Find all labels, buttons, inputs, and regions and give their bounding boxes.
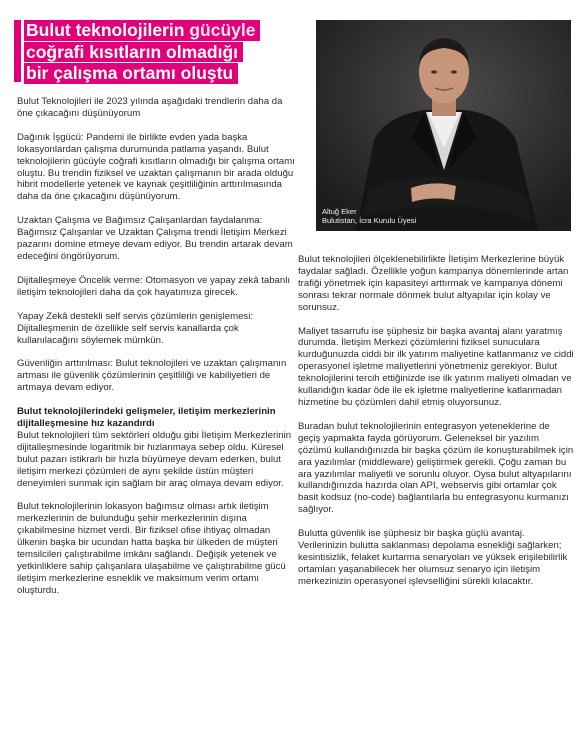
paragraph-cost-savings: Maliyet tasarrufu ise şüphesiz bir başka avantaj alanı yaratmış durumda. İletişim Merkezi çözümlerini fiziksel sunuculara kurduğunuzda ciddi bir ilk yatırım maliyetine katlanmanız ve ciddi operasyonel işletme maliyetlerini yönetmeniz gerekiyor. Bulut teknolojilerini tercih ettiğinizde ise ilk yatırım maliyeti olmadan ve kullandığın kadar öde ile ek işletme maliyetlerine katlanmadan hizmetine bu çözümleri dahil etmiş oluyorsunuz. [298,325,574,408]
headline [24,20,309,85]
headline-continuation: gücüyle [184,20,256,40]
paragraph-location-independence: Bulut teknolojilerinin lokasyon bağımsız olması artık iletişim merkezlerinin de bulunduğu şehir merkezlerinin dışına çıkabilmesine hizmet verdi. Bir fiziksel ofise ihtiyaç olmadan ülkenin başka bir ucundan hatta başka bir ülkeden de müşteri temsilcileri çalıştırabilme imkânı sağlandı. Değişik yetenek ve yetkinliklere sahip çalışanlara ulaşabilme ve çalıştırabilme gücü iletişim merkezlerine esneklik ve maksimum verim ortamı oluşturdu. [17,501,286,596]
paragraph-cloud-security: Bulutta güvenlik ise şüphesiz bir başka güçlü avantaj. Verilerinizin bulutta saklanması depolama esnekliği sağlarken; kesintisizlik, felaket kurtarma senaryoları ve yüksek erişilebilirlik ortamları yaşanabilecek her olumsuz senaryo için iletişim merkezinizin operasyonel işlevselliğini sürekli kılacaktır. [298,528,568,587]
headline-line-1 [24,20,260,41]
paragraph-security: Güvenliğin arttırılması: Bulut teknolojileri ve uzaktan çalışmanın artması ile güvenlik çözümlerinin çeşitliliği ve kabiliyetleri de artmaya devam ediyor. [17,358,287,394]
headline-line-2: coğrafi kısıtların olmadığı [24,42,243,63]
paragraph-cloud-acceleration: Bulut teknolojileri tüm sektörleri olduğu gibi İletişim Merkezlerinin dijitalleşmesinde logaritmik bir hızlanmaya sebep oldu. Küresel bulut pazarı istikrarlı bir hızla büyümeye devam ederken, bulut iletişim merkezi çözümleri de aynı şekilde üstün müşteri deneyimleri sunmak için sağlam bir araç olmaya devam ediyor. [17,429,292,489]
right-column [298,254,574,600]
caption-title: Bulutistan, İcra Kurulu Üyesi [322,216,417,225]
section-subheading: Bulut teknolojilerindeki gelişmeler, iletişim merkezlerinin dijitalleşmesine hız kazandırdı [17,406,276,430]
headline-line-3: bir çalışma ortamı oluştu [24,63,238,84]
paragraph-distributed-workforce: Dağınık İşgücü: Pandemi ile birlikte evden yada başka lokasyonlardan çalışma durumunda patlama yaşandı. Bulut teknolojilerin gücüyle coğrafi kısıtların olmadığı bir çalışma ortamı oluştu. Bu trendin fiziksel ve uzaktan çalışmanın bir arada olduğu hibrit modellerle yetenek ve kaynak çeşitliliğinin arttırılmasında daha da öne çıkacağını düşünüyorum. [17,131,295,203]
accent-bar [14,20,21,82]
paragraph-integration: Buradan bulut teknolojilerinin entegrasyon yeteneklerine de geçiş yapmakta fayda görüyorum. Geleneksel bir yazılım çözümü kullandığınızda bir başka çözüm ile konuşturabilmek için ara yazılımlar (middleware) geliştirmek gerekli. Çoğu zaman bu ara yazılımlar maliyetli ve sorunlu oluyor. Oysa bulut altyapılarını kullandığınızda hazırda olan API, webservis gibi ortamlar çok basit kodsuz (no-code) bağlantılarla bu entegrasyonu kurmanızı sağlıyor. [298,420,574,516]
portrait-photo [316,20,571,231]
headline-emphasis: Bulut teknolojilerin [26,20,185,40]
paragraph-remote-work: Uzaktan Çalışma ve Bağımsız Çalışanlardan faydalanma: Bağımsız Çalışanlar ve Uzaktan Çalışma trendi İletişim Merkezi pazarını domine etmeye devam ediyor. Bu trendin artarak devam edeceğini öngörüyorum. [17,215,293,262]
photo-caption [322,207,416,225]
paragraph-digitalization: Dijitalleşmeye Öncelik verme: Otomasyon ve yapay zekâ tabanlı iletişim teknolojileri daha da çok hayatımıza girecek. [17,274,291,298]
caption-name: Altuğ Eker [322,207,357,216]
paragraph-ai-self-service: Yapay Zekâ destekli self servis çözümlerin genişlemesi: Dijitalleşmenin de özellikle self servis kanallarda çok kullanılacağını söylemek mümkün. [17,310,254,346]
left-column [17,96,295,609]
intro-paragraph: Bulut Teknolojileri ile 2023 yılında aşağıdaki trendlerin daha da öne çıkacağını düşünüyorum [17,96,283,119]
portrait-illustration [316,20,571,231]
paragraph-scalability: Bulut teknolojileri ölçeklenebilirlikte İletişim Merkezlerine büyük faydalar sağladı. Özellikle yoğun kampanya dönemlerinde artan trafiği yönetmek için kapasiteyi arttırmak ve kampanya dönemi sonrası tekrar normale dönmek bulut altyapılar için kolay ve sorunsuz. [298,254,569,313]
